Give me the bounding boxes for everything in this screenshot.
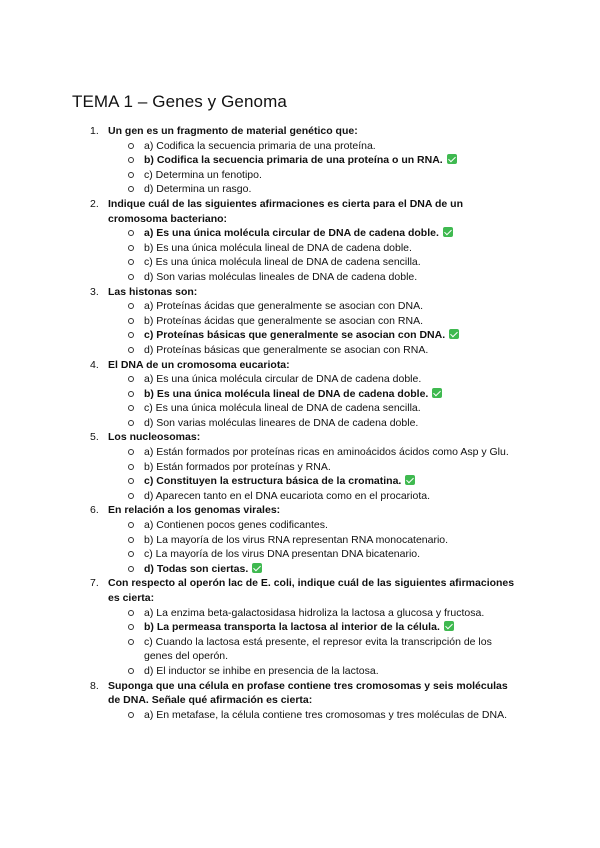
question-list (72, 124, 522, 722)
option-item (108, 270, 522, 285)
question-number: 8. (90, 679, 99, 692)
question-item (72, 430, 522, 503)
option-list (108, 518, 522, 576)
green-check-icon (432, 388, 442, 398)
option-item (108, 460, 522, 475)
option-item (108, 489, 522, 504)
hollow-circle-bullet-icon (128, 391, 134, 397)
option-text: d) Determina un rasgo. (144, 183, 252, 196)
option-item (108, 153, 522, 168)
correct-option-text: b) Codifica la secuencia primaria de una proteína o un RNA. (144, 154, 443, 167)
hollow-circle-bullet-icon (128, 318, 134, 324)
hollow-circle-bullet-icon (128, 566, 134, 572)
option-item (108, 562, 522, 577)
option-item (108, 226, 522, 241)
green-check-icon (449, 329, 459, 339)
green-check-icon (252, 563, 262, 573)
correct-option-text: d) Todas son ciertas. (144, 562, 249, 575)
option-text: a) Es una única molécula circular de DNA de cadena doble. (144, 373, 422, 386)
hollow-circle-bullet-icon (128, 172, 134, 178)
question-number: 3. (90, 285, 99, 298)
question-number: 5. (90, 431, 99, 444)
question-item (72, 285, 522, 358)
option-text: b) Están formados por proteínas y RNA. (144, 460, 331, 473)
option-item (108, 474, 522, 489)
option-item (108, 387, 522, 402)
option-list (108, 708, 522, 723)
question-text: Los nucleosomas: (108, 431, 201, 444)
hollow-circle-bullet-icon (128, 376, 134, 382)
hollow-circle-bullet-icon (128, 420, 134, 426)
option-item (108, 445, 522, 460)
hollow-circle-bullet-icon (128, 245, 134, 251)
option-text: d) El inductor se inhibe en presencia de la lactosa. (144, 664, 379, 677)
hollow-circle-bullet-icon (128, 668, 134, 674)
hollow-circle-bullet-icon (128, 259, 134, 265)
option-item (108, 343, 522, 358)
hollow-circle-bullet-icon (128, 610, 134, 616)
option-text: d) Son varias moléculas lineales de DNA de cadena doble. (144, 270, 418, 283)
question-text: Suponga que una célula en profase contiene tres cromosomas y seis moléculas de DNA. Señale qué afirmación es cierta: (108, 679, 508, 707)
option-item (108, 708, 522, 723)
option-item (108, 401, 522, 416)
question-item (72, 358, 522, 431)
option-text: a) En metafase, la célula contiene tres cromosomas y tres moléculas de DNA. (144, 708, 507, 721)
option-list (108, 226, 522, 284)
hollow-circle-bullet-icon (128, 551, 134, 557)
question-text: Indique cuál de las siguientes afirmaciones es cierta para el DNA de un cromosoma bacteriano: (108, 197, 463, 225)
option-list (108, 372, 522, 430)
hollow-circle-bullet-icon (128, 274, 134, 280)
green-check-icon (405, 475, 415, 485)
option-item (108, 547, 522, 562)
question-number: 2. (90, 197, 99, 210)
question-item (72, 197, 522, 285)
green-check-icon (443, 227, 453, 237)
option-item (108, 416, 522, 431)
option-item (108, 635, 522, 664)
hollow-circle-bullet-icon (128, 405, 134, 411)
hollow-circle-bullet-icon (128, 186, 134, 192)
option-text: d) Aparecen tanto en el DNA eucariota como en el procariota. (144, 489, 431, 502)
hollow-circle-bullet-icon (128, 478, 134, 484)
option-item (108, 299, 522, 314)
option-item (108, 328, 522, 343)
hollow-circle-bullet-icon (128, 230, 134, 236)
option-text: a) Están formados por proteínas ricas en aminoácidos ácidos como Asp y Glu. (144, 446, 509, 459)
option-item (108, 168, 522, 183)
option-item (108, 255, 522, 270)
question-number: 7. (90, 577, 99, 590)
option-text: c) Cuando la lactosa está presente, el represor evita la transcripción de los genes del operón. (144, 635, 492, 663)
question-text: Con respecto al operón lac de E. coli, indique cuál de las siguientes afirmaciones es cierta: (108, 577, 515, 604)
option-text: a) La enzima beta-galactosidasa hidroliza la lactosa a glucosa y fructosa. (144, 606, 485, 619)
option-text: a) Proteínas ácidas que generalmente se asocian con DNA. (144, 300, 423, 313)
question-item (72, 576, 522, 678)
correct-option-text: b) Es una única molécula lineal de DNA de cadena doble. (144, 387, 429, 400)
hollow-circle-bullet-icon (128, 624, 134, 630)
question-text: Un gen es un fragmento de material genético que: (108, 125, 358, 137)
question-item (72, 124, 522, 197)
correct-option-text: c) Constituyen la estructura básica de la cromatina. (144, 475, 402, 488)
hollow-circle-bullet-icon (128, 493, 134, 499)
option-text: c) Es una única molécula lineal de DNA de cadena sencilla. (144, 256, 421, 269)
option-text: b) Proteínas ácidas que generalmente se asocian con RNA. (144, 314, 423, 327)
hollow-circle-bullet-icon (128, 303, 134, 309)
option-text: c) La mayoría de los virus DNA presentan DNA bicatenario. (144, 548, 421, 561)
option-item (108, 533, 522, 548)
option-list (108, 139, 522, 197)
option-item (108, 139, 522, 154)
option-text: c) Determina un fenotipo. (144, 168, 262, 181)
option-item (108, 314, 522, 329)
option-list (108, 299, 522, 357)
question-text: El DNA de un cromosoma eucariota: (108, 358, 290, 371)
question-number: 4. (90, 358, 99, 371)
option-text: d) Son varias moléculas lineares de DNA de cadena doble. (144, 416, 419, 429)
option-item (108, 241, 522, 256)
option-item (108, 620, 522, 635)
question-text: Las histonas son: (108, 285, 198, 298)
hollow-circle-bullet-icon (128, 143, 134, 149)
question-item (72, 679, 522, 723)
page-title: TEMA 1 – Genes y Genoma (72, 92, 287, 111)
question-number: 6. (90, 504, 99, 517)
correct-option-text: c) Proteínas básicas que generalmente se asocian con DNA. (144, 329, 446, 342)
correct-option-text: b) La permeasa transporta la lactosa al interior de la célula. (144, 621, 440, 634)
question-item (72, 503, 522, 576)
option-text: d) Proteínas básicas que generalmente se asocian con RNA. (144, 343, 429, 356)
option-list (108, 606, 522, 679)
option-item (108, 664, 522, 679)
hollow-circle-bullet-icon (128, 464, 134, 470)
hollow-circle-bullet-icon (128, 347, 134, 353)
option-text: b) La mayoría de los virus RNA representan RNA monocatenario. (144, 533, 449, 546)
correct-option-text: a) Es una única molécula circular de DNA de cadena doble. (144, 227, 439, 240)
option-item (108, 372, 522, 387)
option-list (108, 445, 522, 503)
hollow-circle-bullet-icon (128, 449, 134, 455)
hollow-circle-bullet-icon (128, 157, 134, 163)
option-text: a) Codifica la secuencia primaria de una proteína. (144, 139, 376, 152)
green-check-icon (444, 621, 454, 631)
hollow-circle-bullet-icon (128, 639, 134, 645)
hollow-circle-bullet-icon (128, 522, 134, 528)
question-number: 1. (90, 125, 99, 137)
option-item (108, 182, 522, 197)
question-text: En relación a los genomas virales: (108, 504, 281, 517)
option-item (108, 606, 522, 621)
option-text: b) Es una única molécula lineal de DNA de cadena doble. (144, 241, 412, 254)
green-check-icon (447, 154, 457, 164)
hollow-circle-bullet-icon (128, 712, 134, 718)
hollow-circle-bullet-icon (128, 332, 134, 338)
option-text: a) Contienen pocos genes codificantes. (144, 519, 328, 532)
option-text: c) Es una única molécula lineal de DNA de cadena sencilla. (144, 402, 421, 415)
option-item (108, 518, 522, 533)
hollow-circle-bullet-icon (128, 537, 134, 543)
